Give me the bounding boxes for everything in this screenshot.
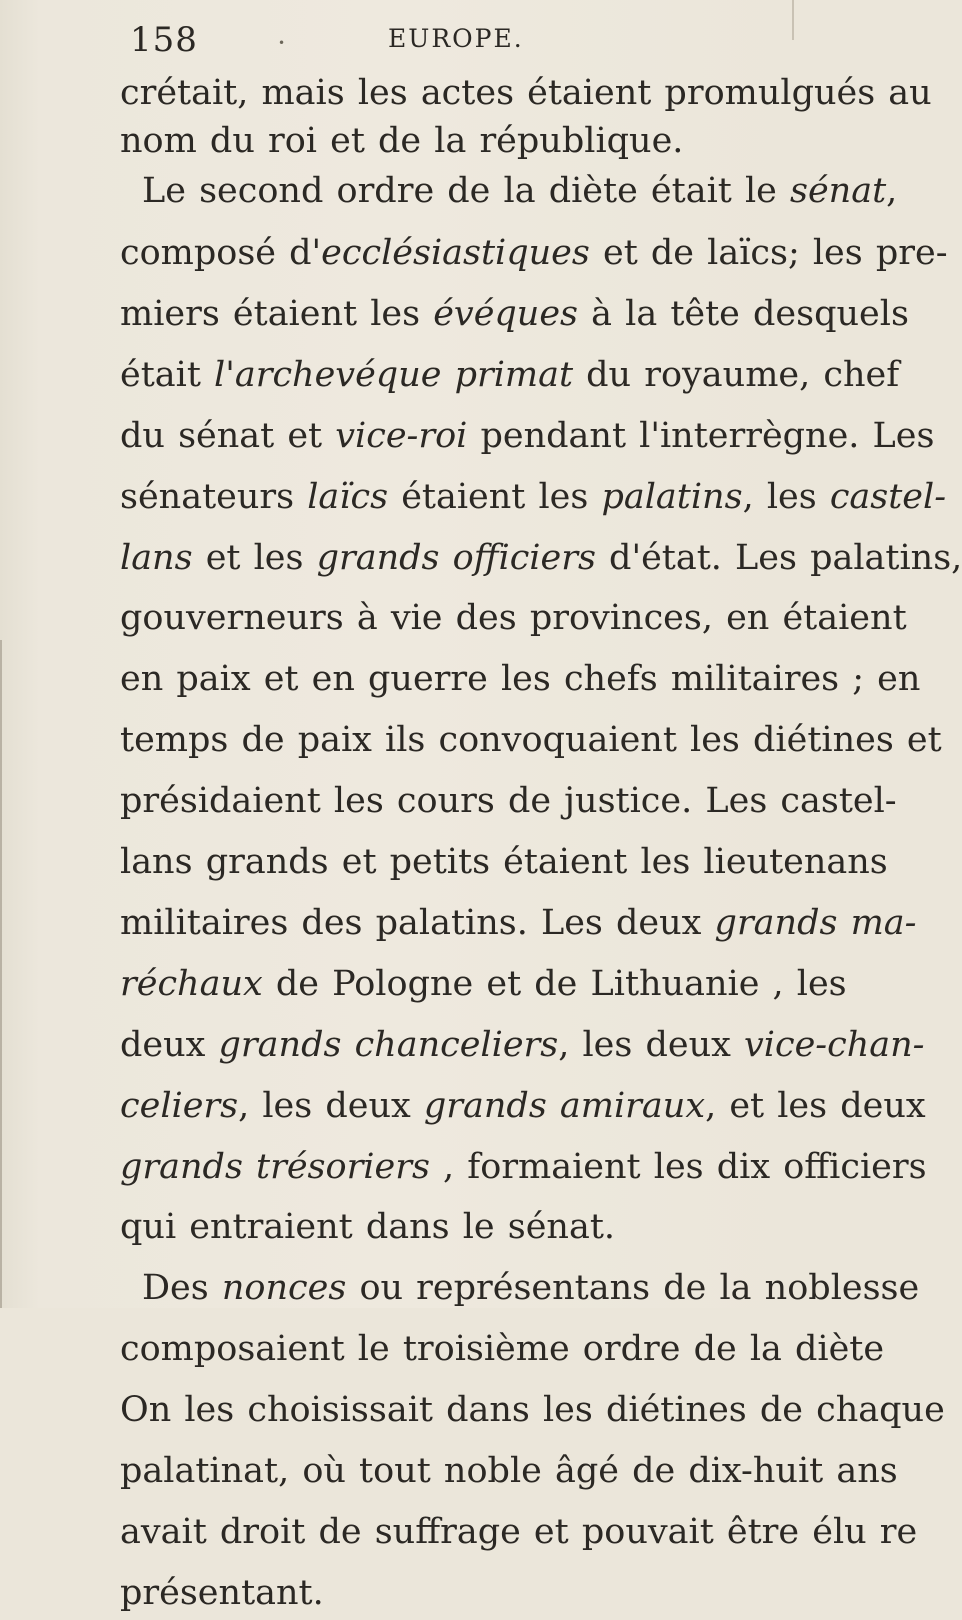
text-run: , formaient les dix officiers	[429, 1147, 927, 1187]
italic-text: sénat	[789, 171, 887, 211]
text-run: Le second ordre de la diète était le	[142, 171, 790, 211]
text-line	[120, 1505, 917, 1559]
text-line	[120, 531, 962, 585]
text-run: et de laïcs; les pre-	[589, 233, 948, 273]
text-line	[120, 226, 948, 280]
italic-text: grands amiraux	[423, 1086, 706, 1126]
text-line	[120, 652, 920, 706]
text-run: palatinat, où tout noble âgé de dix-huit ans	[120, 1451, 898, 1491]
text-run: avait droit de suffrage et pouvait être élu re	[120, 1512, 918, 1552]
text-run: qui entraient dans le sénat.	[120, 1207, 616, 1247]
text-run: Des	[142, 1268, 222, 1308]
text-run: d'état. Les palatins,	[595, 538, 962, 578]
text-run: sénateurs	[120, 477, 308, 517]
italic-text: l'archevéque primat	[214, 355, 574, 395]
italic-text: grands officiers	[316, 538, 596, 578]
text-line	[120, 1079, 926, 1133]
text-run: à la tête desquels	[578, 294, 909, 334]
text-run: du sénat et	[120, 416, 336, 456]
text-run: du royaume, chef	[573, 355, 900, 395]
text-run: crétait, mais les actes étaient promulgués au	[120, 73, 932, 113]
text-run: miers étaient les	[120, 294, 434, 334]
italic-text: évéques	[433, 294, 579, 334]
text-run: ou représentans de la noblesse	[346, 1268, 920, 1308]
text-run: , les	[742, 477, 830, 517]
page-gutter-shadow	[0, 640, 2, 1308]
running-title: EUROPE.	[388, 24, 524, 53]
italic-text: grands trésoriers	[120, 1147, 430, 1187]
text-run: en paix et en guerre les chefs militaires ; en	[120, 659, 921, 699]
text-run: étaient les	[388, 477, 602, 517]
text-line	[120, 470, 946, 524]
text-line	[120, 835, 888, 889]
italic-text: palatins	[601, 477, 743, 517]
text-run: , les deux	[558, 1025, 745, 1065]
text-line	[120, 66, 932, 120]
text-run: pendant l'interrègne. Les	[467, 416, 935, 456]
text-line	[120, 713, 942, 767]
italic-text: vice-chan-	[744, 1025, 925, 1065]
text-run: et les	[192, 538, 317, 578]
text-run: composaient le troisième ordre de la diète	[120, 1329, 885, 1369]
running-head	[130, 20, 770, 64]
page-edge	[792, 0, 794, 40]
text-run: militaires des palatins. Les deux	[120, 903, 715, 943]
text-line	[120, 957, 847, 1011]
text-line	[120, 348, 899, 402]
page-number: 158	[130, 20, 198, 60]
text-run: présidaient les cours de justice. Les castel-	[120, 781, 897, 821]
italic-text: nonces	[221, 1268, 347, 1308]
text-line	[120, 896, 916, 950]
italic-text: réchaux	[120, 964, 263, 1004]
text-run: composé d'	[120, 233, 322, 273]
text-line	[120, 1444, 898, 1498]
text-run: nom du roi et de la république.	[120, 121, 684, 161]
text-line	[120, 1322, 884, 1376]
text-line	[120, 774, 897, 828]
text-line	[120, 287, 909, 341]
italic-text: castel-	[829, 477, 947, 517]
text-run: était	[120, 355, 215, 395]
italic-text: laïcs	[307, 477, 389, 517]
italic-text: lans	[120, 538, 193, 578]
italic-text: ecclésiastiques	[321, 233, 590, 273]
text-line	[120, 1200, 615, 1254]
text-line	[120, 114, 683, 168]
text-run: temps de paix ils convoquaient les diétines et	[120, 720, 942, 760]
italic-text: celiers	[120, 1086, 239, 1126]
body-text	[120, 66, 962, 1613]
italic-text: vice-roi	[335, 416, 468, 456]
text-run: deux	[120, 1025, 219, 1065]
text-line	[120, 1140, 927, 1194]
text-run: présentant.	[120, 1573, 324, 1613]
text-run: On les choisissait dans les diétines de chaque	[120, 1390, 945, 1430]
text-run: ,	[886, 171, 898, 211]
text-line	[120, 409, 934, 463]
text-line	[142, 1261, 919, 1315]
text-line	[120, 591, 907, 645]
text-line	[120, 1566, 324, 1620]
header-ornament: •	[278, 36, 286, 50]
text-run: de Pologne et de Lithuanie , les	[262, 964, 847, 1004]
italic-text: grands chanceliers	[218, 1025, 559, 1065]
italic-text: grands ma-	[714, 903, 917, 943]
text-run: , les deux	[238, 1086, 424, 1126]
text-run: gouverneurs à vie des provinces, en étaient	[120, 598, 907, 638]
text-run: lans grands et petits étaient les lieutenans	[120, 842, 888, 882]
text-line	[120, 1018, 925, 1072]
text-line	[142, 164, 897, 218]
text-run: , et les deux	[705, 1086, 926, 1126]
text-line	[120, 1383, 945, 1437]
